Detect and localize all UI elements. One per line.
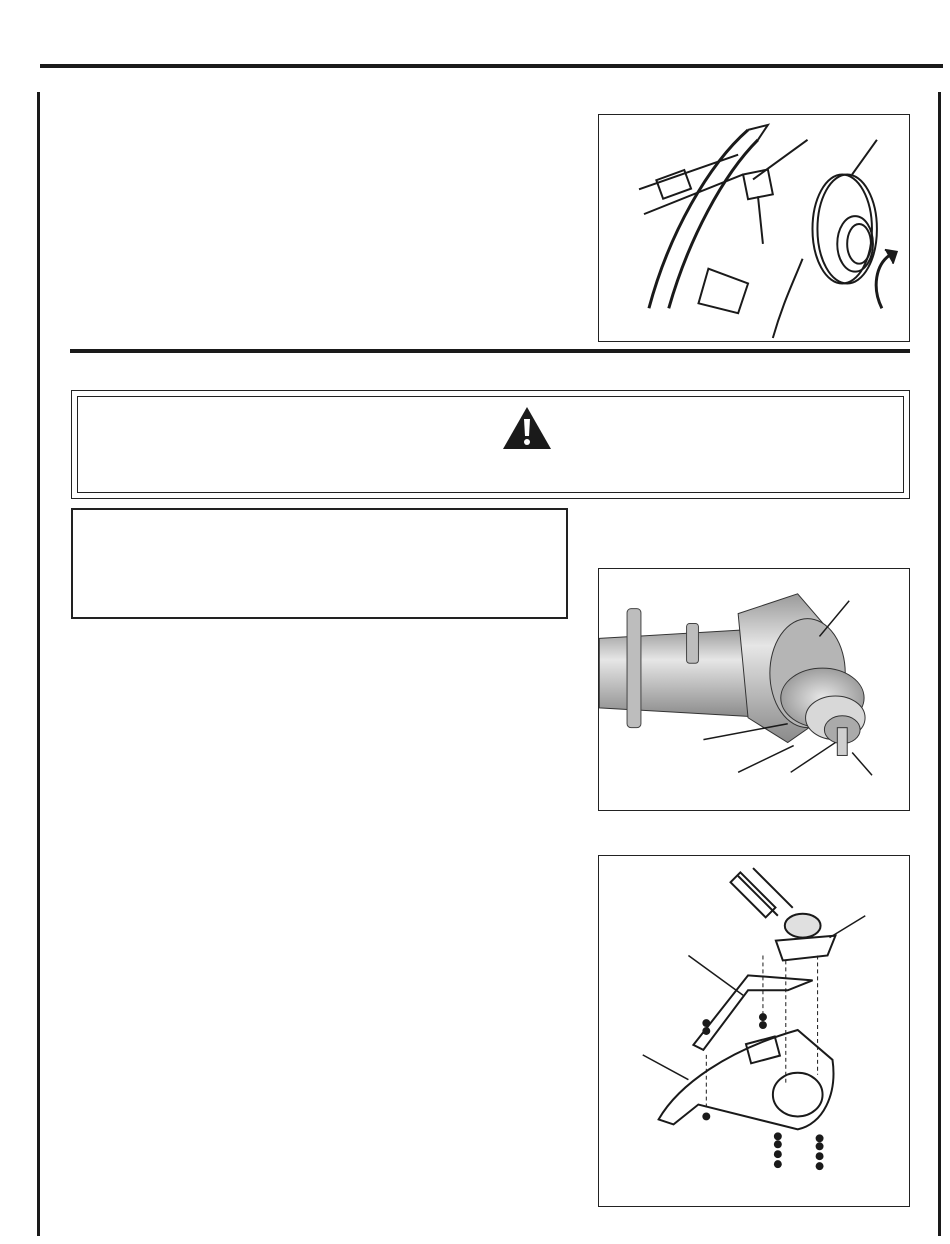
figure-spool-removal bbox=[598, 114, 910, 342]
warning-box-inner bbox=[77, 396, 904, 493]
gearcase-illustration bbox=[599, 569, 909, 810]
figure-debris-shield-assembly bbox=[598, 855, 910, 1207]
warning-box bbox=[71, 390, 910, 499]
right-margin-rule bbox=[938, 92, 941, 1236]
left-margin-rule bbox=[37, 92, 40, 1236]
spool-removal-illustration bbox=[599, 115, 909, 341]
warning-triangle-icon bbox=[501, 405, 553, 451]
header-rule bbox=[40, 64, 943, 68]
figure-gearcase-parts bbox=[598, 568, 910, 811]
debris-shield-illustration bbox=[599, 856, 909, 1206]
section-rule bbox=[70, 349, 910, 353]
notice-box bbox=[71, 508, 568, 619]
